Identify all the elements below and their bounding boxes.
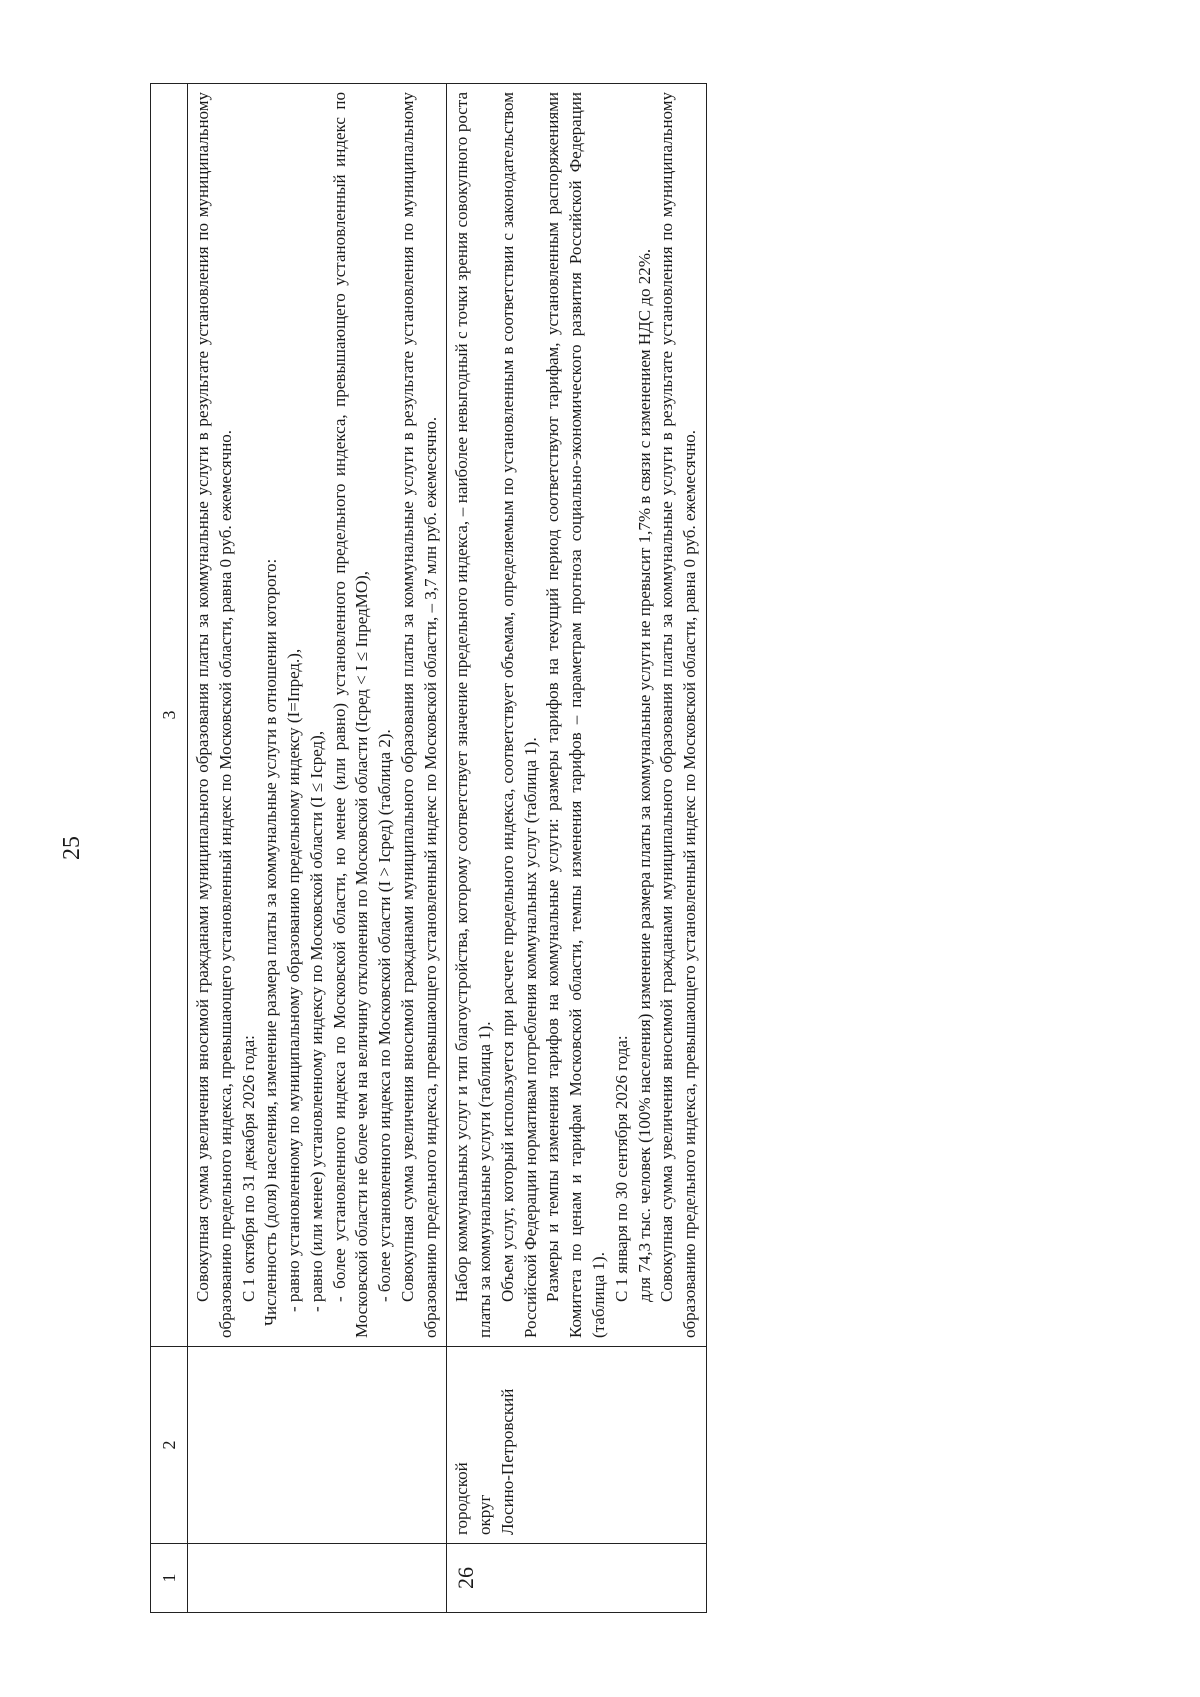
paragraph: Совокупная сумма увеличения вносимой гражданами муниципального образования платы за коммунальные услуги в результате установления по муниципальному образованию предельного индекса, превышающего установленный индекс по Московской области, равна 0 руб. ежемесячно. [193, 92, 235, 1338]
paragraph: С 1 января по 30 сентября 2026 года: [611, 1035, 631, 1302]
paragraph: Размеры и темпы изменения тарифов на коммунальные услуги: размеры тарифов на текущий период соответствуют тарифам, установленным распоряжениями Комитета по ценам и тарифам Московской области, темпы изменения тарифов – параметрам прогноза социально-экономического развития Российской Федерации (таблица 1). [543, 92, 609, 1338]
row-number-cell [188, 1544, 447, 1613]
table-row-26 [447, 84, 706, 1613]
document-sheet [150, 83, 1050, 1613]
table-header-row [151, 84, 188, 1613]
list-item: - равно установленному по муниципальному образованию предельному индексу (I=Iпред.), [284, 648, 304, 1312]
row-number-cell: 26 [447, 1544, 706, 1613]
paragraph: Совокупная сумма увеличения вносимой гражданами муниципального образования платы за коммунальные услуги в результате установления по муниципальному образованию предельного индекса, превышающего установленный индекс по Московской области, – 3,7 млн руб. ежемесячно. [397, 92, 440, 1338]
header-col-3: 3 [151, 84, 188, 1347]
municipality-line: Лосино-Петровский [497, 1388, 517, 1535]
description-cell [447, 84, 706, 1347]
paragraph: для 74,3 тыс. человек (100% населения) изменение размера платы за коммунальные услуги не превысит 1,7% в связи с изменением НДС до 22%. [634, 248, 654, 1302]
description-cell [188, 84, 447, 1347]
municipality-cell [447, 1347, 706, 1544]
paragraph: Совокупная сумма увеличения вносимой гражданами муниципального образования платы за коммунальные услуги в результате установления по муниципальному образованию предельного индекса, превышающего установленный индекс по Московской области, равна 0 руб. ежемесячно. [657, 92, 700, 1338]
municipality-cell [188, 1347, 447, 1544]
tariff-table [150, 83, 707, 1613]
paragraph: Объем услуг, который используется при расчете предельного индекса, соответствует объемам, определяемым по установленным в соответствии с законодательством Российской Федерации нормативам потребления коммунальных услуг (таблица 1). [497, 92, 540, 1338]
header-col-1: 1 [151, 1544, 188, 1613]
municipality-line: округ [475, 1494, 495, 1535]
municipality-line: городской [452, 1462, 472, 1535]
paragraph: Численность (доля) населения, изменение размера платы за коммунальные услуги в отношении которого: [261, 558, 281, 1326]
header-col-2: 2 [151, 1347, 188, 1544]
list-item: - равно (или менее) установленному индексу по Московской области (I ≤ Iсред), [306, 730, 326, 1312]
table-row-continued [188, 84, 447, 1613]
paragraph: С 1 октября по 31 декабря 2026 года: [238, 1035, 258, 1302]
paragraph: Набор коммунальных услуг и тип благоустройства, которому соответствует значение предельного индекса, – наиболее невыгодный с точки зрения совокупного роста платы за коммунальные услуги (таблица 1). [452, 92, 495, 1338]
list-item: - более установленного индекса по Московской области, но менее (или равно) установленного предельного индекса, превышающего установленный индекс по Московской области не более чем на величину отклонения по Московской области (Iсред < I ≤ IпредМО), [329, 92, 372, 1338]
list-item: - более установленного индекса по Московской области (I > Iсред) (таблица 2). [375, 729, 395, 1302]
page-number: 25 [59, 836, 85, 860]
